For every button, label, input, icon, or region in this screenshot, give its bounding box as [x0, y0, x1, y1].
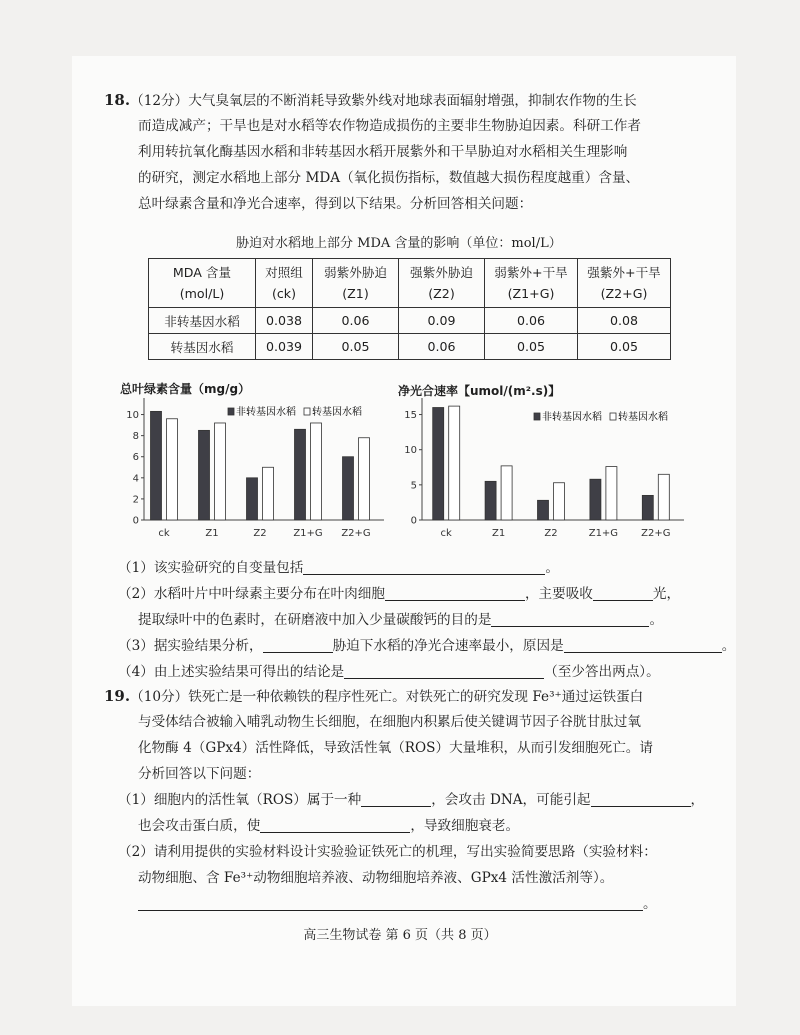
- header-cell: MDA 含量 (mol/L): [149, 259, 256, 308]
- bar-non-transgenic: [433, 408, 444, 520]
- table-cell: 0.06: [399, 334, 485, 360]
- table-cell: 0.039: [256, 334, 313, 360]
- legend-label: 转基因水稻: [312, 407, 362, 418]
- answer-blank[interactable]: [564, 637, 722, 653]
- table-cell: 转基因水稻: [149, 334, 256, 360]
- table-cell: 0.05: [578, 334, 671, 360]
- chlorophyll-bar-chart: [110, 398, 392, 543]
- bar-transgenic: [263, 467, 274, 520]
- y-tick-label: 2: [132, 494, 139, 506]
- q19-line1: 19.（10分）铁死亡是一种依赖铁的程序性死亡。对铁死亡的研究发现 Fe³⁺通过运铁蛋白: [104, 687, 644, 705]
- answer-blank[interactable]: [263, 637, 333, 653]
- q18-sub2a: （2）水稻叶片中叶绿素主要分布在叶肉细胞 ，主要吸收 光，: [118, 586, 681, 602]
- bar-transgenic: [311, 423, 322, 520]
- bar-non-transgenic: [538, 500, 549, 520]
- y-tick-label: 4: [132, 473, 139, 485]
- answer-blank[interactable]: [361, 791, 431, 807]
- legend-swatch: [534, 413, 540, 420]
- legend-label: 非转基因水稻: [236, 407, 296, 418]
- q18-line1: 18.（12分）大气臭氧层的不断消耗导致紫外线对地球表面辐射增强，抑制农作物的生长: [104, 91, 637, 109]
- legend-swatch: [610, 413, 616, 420]
- header-cell: 弱紫外胁迫 (Z1): [313, 259, 399, 308]
- y-tick-label: 5: [410, 480, 417, 492]
- photosynthesis-chart-title: 净光合速率【umol/(m².s)】: [398, 384, 561, 398]
- table-row: [149, 334, 671, 360]
- header-cell: 弱紫外+干旱 (Z1+G): [485, 259, 578, 308]
- bar-non-transgenic: [199, 430, 210, 520]
- x-tick-label: Z1+G: [588, 528, 619, 539]
- legend-swatch: [228, 408, 234, 415]
- q18-line5: 总叶绿素含量和净光合速率，得到以下结果。分析回答相关问题：: [138, 196, 533, 212]
- q19-sub2a: （2）请利用提供的实验材料设计实验验证铁死亡的机理，写出实验简要思路（实验材料：: [118, 844, 657, 860]
- bar-non-transgenic: [343, 457, 354, 520]
- y-tick-label: 6: [132, 452, 139, 464]
- table-header-row: [149, 259, 671, 308]
- q18-number: 18.: [104, 91, 131, 109]
- legend-label: 非转基因水稻: [542, 412, 602, 423]
- x-tick-label: Z1: [205, 528, 219, 539]
- y-tick-label: 0: [132, 515, 139, 527]
- bar-transgenic: [449, 406, 460, 520]
- x-tick-label: ck: [440, 528, 452, 539]
- table-cell: 0.09: [399, 308, 485, 334]
- answer-blank[interactable]: [260, 817, 410, 833]
- x-tick-label: ck: [158, 528, 170, 539]
- page-footer: 高三生物试卷 第 6 页（共 8 页）: [303, 928, 497, 943]
- x-tick-label: Z1+G: [293, 528, 323, 539]
- bar-transgenic: [658, 474, 669, 520]
- table-cell: 0.05: [485, 334, 578, 360]
- x-tick-label: Z2: [544, 528, 558, 539]
- y-tick-label: 10: [126, 410, 139, 422]
- answer-blank[interactable]: [491, 611, 649, 627]
- legend-swatch: [304, 408, 310, 415]
- x-tick-label: Z2: [253, 528, 267, 539]
- x-tick-label: Z2+G: [641, 528, 671, 539]
- y-tick-label: 15: [404, 410, 417, 422]
- header-cell: 强紫外胁迫 (Z2): [399, 259, 485, 308]
- y-tick-label: 8: [132, 431, 139, 443]
- q18-line2: 而造成减产；干旱也是对水稻等农作物造成损伤的主要非生物胁迫因素。科研工作者: [138, 118, 641, 134]
- q18-line4: 的研究，测定水稻地上部分 MDA（氧化损伤指标，数值越大损伤程度越重）含量、: [138, 170, 640, 186]
- q18-line3: 利用转抗氧化酶基因水稻和非转基因水稻开展紫外和干旱胁迫对水稻相关生理影响: [138, 144, 628, 160]
- answer-blank[interactable]: [593, 585, 653, 601]
- q19-sub2-answer: 。: [138, 892, 657, 918]
- table-row: [149, 308, 671, 334]
- q19-line4: 分析回答以下问题：: [138, 766, 261, 782]
- q18-sub1: （1）该实验研究的自变量包括 。: [118, 560, 559, 576]
- answer-blank[interactable]: [591, 791, 691, 807]
- answer-blank[interactable]: [344, 663, 544, 679]
- bar-transgenic: [501, 466, 512, 520]
- table-cell: 0.06: [485, 308, 578, 334]
- bar-transgenic: [606, 467, 617, 520]
- table-cell: 0.038: [256, 308, 313, 334]
- bar-transgenic: [215, 423, 226, 520]
- bar-non-transgenic: [151, 411, 162, 520]
- mda-table: [148, 258, 671, 360]
- x-tick-label: Z2+G: [341, 528, 371, 539]
- chlorophyll-chart-title: 总叶绿素含量（mg/g）: [120, 382, 251, 396]
- bar-non-transgenic: [590, 479, 601, 520]
- q18-sub3: （3）据实验结果分析， 胁迫下水稻的净光合速率最小，原因是 。: [118, 638, 736, 654]
- q19-sub1a: （1）细胞内的活性氧（ROS）属于一种 ，会攻击 DNA，可能引起 ，: [118, 792, 705, 808]
- q19-number: 19.: [104, 687, 131, 705]
- bar-non-transgenic: [295, 429, 306, 520]
- header-cell: 强紫外+干旱 (Z2+G): [578, 259, 671, 308]
- bar-non-transgenic: [642, 495, 653, 520]
- x-tick-label: Z1: [491, 528, 506, 539]
- q19-line3: 化物酶 4（GPx4）活性降低，导致活性氧（ROS）大量堆积，从而引发细胞死亡。请: [138, 740, 653, 756]
- answer-blank[interactable]: [303, 559, 545, 575]
- table-cell: 0.08: [578, 308, 671, 334]
- table-cell: 0.06: [313, 308, 399, 334]
- bar-non-transgenic: [485, 481, 496, 520]
- bar-transgenic: [554, 483, 565, 520]
- answer-blank[interactable]: [385, 585, 525, 601]
- bar-transgenic: [359, 438, 370, 520]
- photosynthesis-bar-chart: [396, 398, 686, 543]
- q19-line2: 与受体结合被输入哺乳动物生长细胞，在细胞内积累后使关键调节因子谷胱甘肽过氧: [138, 714, 641, 730]
- q19-sub1b: 也会攻击蛋白质，使 ，导致细胞衰老。: [138, 818, 520, 834]
- legend-label: 转基因水稻: [618, 412, 668, 423]
- bar-transgenic: [167, 419, 178, 520]
- y-tick-label: 10: [404, 445, 417, 457]
- q18-sub2b: 提取绿叶中的色素时，在研磨液中加入少量碳酸钙的目的是 。: [138, 612, 664, 628]
- answer-blank[interactable]: [138, 895, 643, 911]
- y-tick-label: 0: [410, 515, 417, 527]
- bar-non-transgenic: [247, 478, 258, 520]
- table-caption: 胁迫对水稻地上部分 MDA 含量的影响（单位：mol/L）: [236, 236, 562, 251]
- q18-sub4: （4）由上述实验结果可得出的结论是 （至少答出两点）。: [118, 664, 660, 680]
- table-cell: 0.05: [313, 334, 399, 360]
- header-cell: 对照组 (ck): [256, 259, 313, 308]
- q19-sub2b: 动物细胞、含 Fe³⁺动物细胞培养液、动物细胞培养液、GPx4 活性激活剂等）。: [138, 870, 614, 886]
- table-cell: 非转基因水稻: [149, 308, 256, 334]
